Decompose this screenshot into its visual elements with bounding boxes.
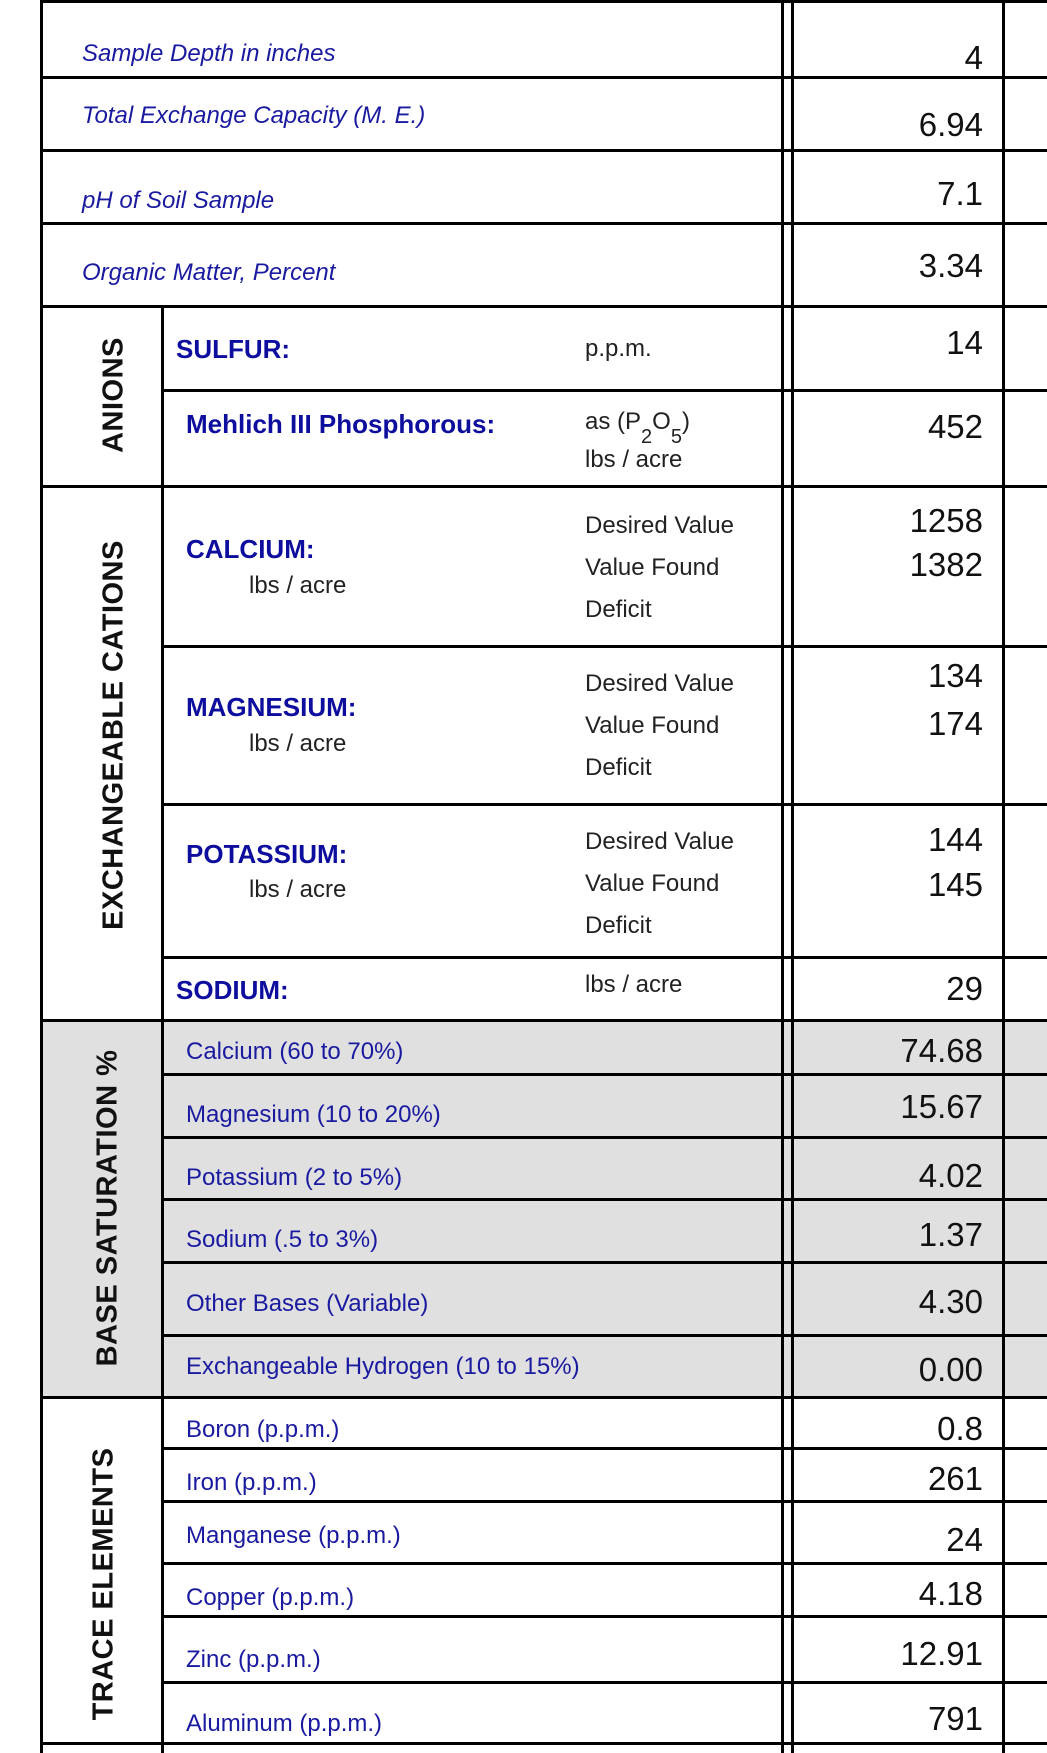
table-left-border	[40, 0, 43, 1753]
ph-label: pH of Soil Sample	[82, 187, 275, 214]
calcium-label: CALCIUM:	[186, 534, 315, 564]
base-sodium-label: Sodium (.5 to 3%)	[186, 1226, 379, 1253]
table-top-border	[40, 0, 1047, 3]
ph-value: 7.1	[937, 175, 983, 212]
magnesium-label: MAGNESIUM:	[186, 692, 357, 722]
row-divider	[40, 305, 1047, 308]
phosphorous-subscript-5: 5	[670, 426, 682, 448]
trace-boron-label: Boron (p.p.m.)	[186, 1416, 340, 1443]
calcium-unit: lbs / acre	[249, 572, 347, 599]
potassium-found-label: Value Found	[585, 870, 720, 897]
trace-elements-section-label: TRACE ELEMENTS	[87, 1447, 120, 1721]
phosphorous-unit-line2: lbs / acre	[585, 446, 683, 473]
row-divider	[163, 1562, 1047, 1565]
row-divider	[163, 1681, 1047, 1684]
row-divider	[163, 1261, 1047, 1264]
potassium-desired-value: 144	[927, 821, 983, 858]
phosphorous-label: Mehlich III Phosphorous:	[186, 409, 496, 439]
calcium-deficit-label: Deficit	[585, 596, 652, 623]
phosphorous-unit	[585, 408, 690, 448]
row-divider	[163, 1334, 1047, 1337]
phosphorous-value: 452	[927, 408, 983, 445]
row-divider	[163, 956, 1047, 959]
potassium-desired-label: Desired Value	[585, 828, 734, 855]
phosphorous-unit-mid: O	[652, 408, 671, 435]
calcium-desired-label: Desired Value	[585, 512, 734, 539]
calcium-found-value: 1382	[909, 546, 983, 583]
trace-zinc-value: 12.91	[900, 1635, 983, 1672]
row-divider	[40, 149, 1047, 152]
table-bottom-border	[40, 1742, 1047, 1745]
exchange-capacity-value: 6.94	[918, 106, 983, 143]
calcium-desired-value: 1258	[909, 502, 983, 539]
value-column-right-border	[1002, 0, 1005, 1753]
sodium-label: SODIUM:	[176, 975, 289, 1005]
magnesium-deficit-label: Deficit	[585, 754, 652, 781]
section-divider	[40, 1396, 1047, 1399]
base-calcium-value: 74.68	[900, 1032, 983, 1069]
row-divider	[163, 1136, 1047, 1139]
row-divider	[40, 222, 1047, 225]
sodium-unit: lbs / acre	[585, 971, 683, 998]
magnesium-desired-value: 134	[927, 657, 983, 694]
anions-section-label: ANIONS	[97, 337, 130, 453]
section-column-border	[161, 305, 164, 1753]
base-magnesium-value: 15.67	[900, 1088, 983, 1125]
trace-boron-value: 0.8	[937, 1410, 983, 1447]
trace-manganese-label: Manganese (p.p.m.)	[186, 1522, 401, 1549]
trace-iron-value: 261	[927, 1460, 983, 1497]
phosphorous-unit-suffix: )	[681, 408, 690, 435]
trace-aluminum-label: Aluminum (p.p.m.)	[186, 1710, 383, 1737]
potassium-label: POTASSIUM:	[186, 839, 348, 869]
magnesium-found-label: Value Found	[585, 712, 720, 739]
sulfur-value: 14	[946, 324, 983, 361]
magnesium-found-value: 174	[927, 705, 983, 742]
phosphorous-unit-prefix: as (P	[585, 408, 642, 435]
magnesium-desired-label: Desired Value	[585, 670, 734, 697]
base-other-label: Other Bases (Variable)	[186, 1290, 429, 1317]
row-divider	[163, 1073, 1047, 1076]
row-divider	[163, 803, 1047, 806]
magnesium-unit: lbs / acre	[249, 730, 347, 757]
cations-section-label: EXCHANGEABLE CATIONS	[97, 540, 130, 930]
base-magnesium-label: Magnesium (10 to 20%)	[186, 1101, 441, 1128]
calcium-found-label: Value Found	[585, 554, 720, 581]
base-saturation-section-label: BASE SATURATION %	[91, 1049, 124, 1367]
sulfur-label: SULFUR:	[176, 334, 291, 364]
row-divider	[163, 1500, 1047, 1503]
row-divider	[163, 389, 1047, 392]
base-hydrogen-label: Exchangeable Hydrogen (10 to 15%)	[186, 1353, 580, 1380]
potassium-unit: lbs / acre	[249, 876, 347, 903]
trace-aluminum-value: 791	[927, 1700, 983, 1737]
sulfur-unit: p.p.m.	[585, 335, 652, 362]
base-calcium-label: Calcium (60 to 70%)	[186, 1038, 404, 1065]
base-potassium-value: 4.02	[918, 1157, 983, 1194]
trace-copper-value: 4.18	[918, 1575, 983, 1612]
row-divider	[163, 1198, 1047, 1201]
sample-depth-value: 4	[964, 39, 983, 76]
organic-matter-value: 3.34	[918, 247, 983, 284]
base-hydrogen-value: 0.00	[918, 1351, 983, 1388]
organic-matter-label: Organic Matter, Percent	[82, 259, 336, 286]
sodium-value: 29	[946, 970, 983, 1007]
sample-depth-label: Sample Depth in inches	[82, 40, 336, 67]
section-divider	[40, 485, 1047, 488]
exchange-capacity-label: Total Exchange Capacity (M. E.)	[82, 102, 426, 129]
row-divider	[163, 1615, 1047, 1618]
trace-copper-label: Copper (p.p.m.)	[186, 1584, 355, 1611]
base-sodium-value: 1.37	[918, 1216, 983, 1253]
potassium-deficit-label: Deficit	[585, 912, 652, 939]
trace-zinc-label: Zinc (p.p.m.)	[186, 1646, 321, 1673]
trace-manganese-value: 24	[946, 1521, 983, 1558]
phosphorous-subscript-2: 2	[641, 426, 653, 448]
trace-iron-label: Iron (p.p.m.)	[186, 1469, 317, 1496]
base-potassium-label: Potassium (2 to 5%)	[186, 1164, 403, 1191]
section-divider	[40, 1019, 1047, 1022]
base-other-value: 4.30	[918, 1283, 983, 1320]
row-divider	[40, 76, 1047, 79]
row-divider	[163, 1447, 1047, 1450]
row-divider	[163, 645, 1047, 648]
potassium-found-value: 145	[927, 866, 983, 903]
